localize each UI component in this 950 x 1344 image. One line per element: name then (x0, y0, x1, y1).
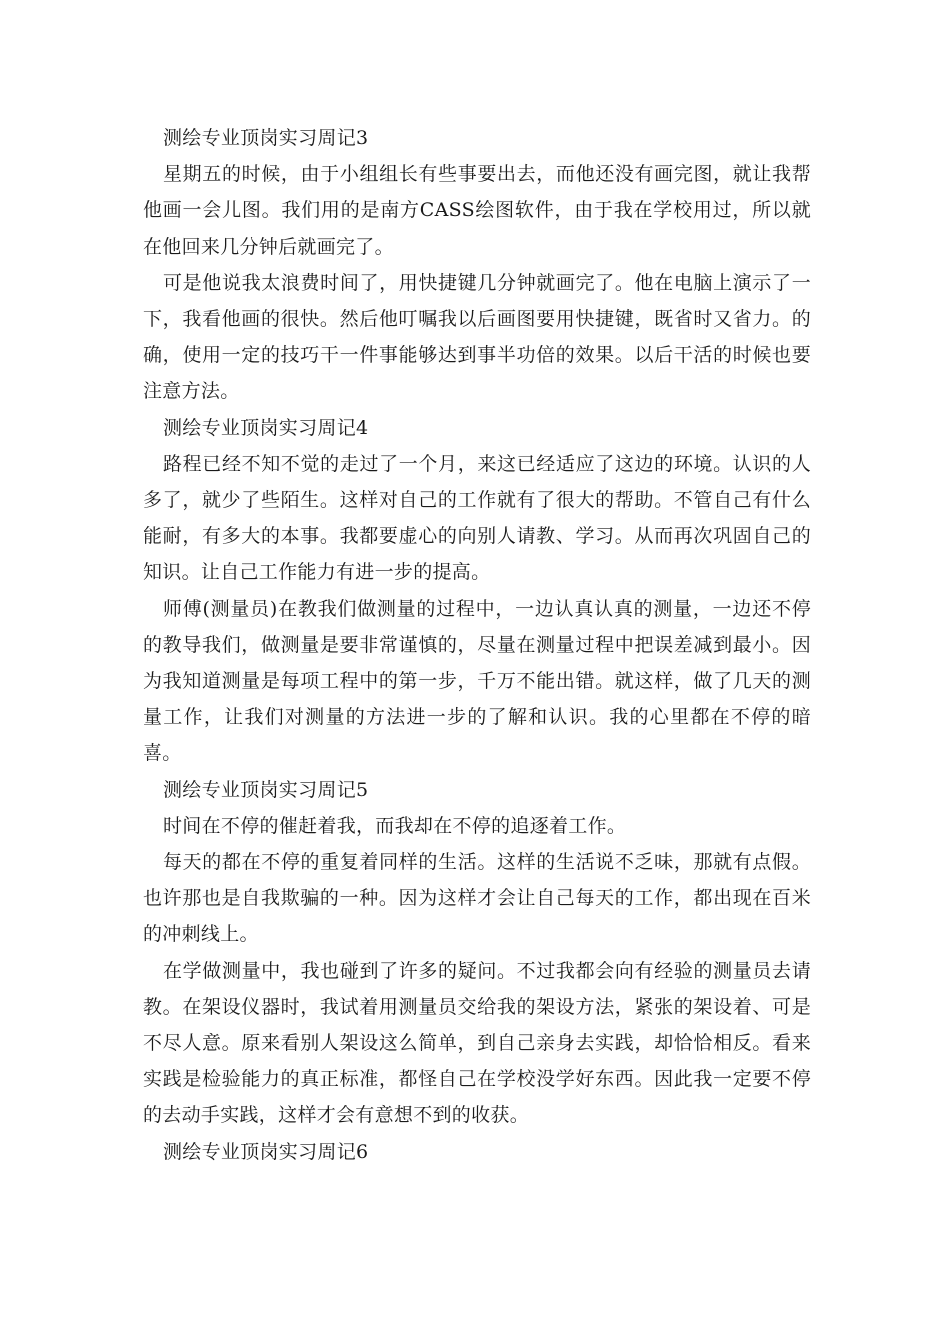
document-body (143, 120, 811, 1170)
section-heading-week5: 测绘专业顶岗实习周记5 (163, 778, 369, 801)
paragraph: 星期五的时候，由于小组组长有些事要出去，而他还没有画完图，就让我帮他画一会儿图。我们用的是南方CASS绘图软件，由于我在学校用过，所以就在他回来几分钟后就画完了。 (143, 163, 811, 258)
paragraph: 路程已经不知不觉的走过了一个月，来这已经适应了这边的环境。认识的人多了，就少了些陌生。这样对自己的工作就有了很大的帮助。不管自己有什么能耐，有多大的本事。我都要虚心的向别人请教、学习。从而再次巩固自己的知识。让自己工作能力有进一步的提高。 (143, 452, 811, 584)
section-heading-week3: 测绘专业顶岗实习周记3 (163, 127, 369, 149)
section-heading-week6: 测绘专业顶岗实习周记6 (163, 1140, 369, 1163)
paragraph: 在学做测量中，我也碰到了许多的疑问。不过我都会向有经验的测量员去请教。在架设仪器时，我试着用测量员交给我的架设方法，紧张的架设着、可是不尽人意。原来看别人架设这么简单，到自己亲身去实践，却恰恰相反。看来实践是检验能力的真正标准，都怪自己在学校没学好东西。因此我一定要不停的去动手实践，这样才会有意想不到的收获。 (143, 959, 811, 1127)
paragraph: 时间在不停的催赶着我，而我却在不停的追逐着工作。 (163, 814, 627, 837)
paragraph: 可是他说我太浪费时间了，用快捷键几分钟就画完了。他在电脑上演示了一下，我看他画的很快。然后他叮嘱我以后画图要用快捷键，既省时又省力。的确，使用一定的技巧干一件事能够达到事半功倍的效果。以后干活的时候也要注意方法。 (143, 271, 811, 403)
section-heading-week4: 测绘专业顶岗实习周记4 (163, 416, 369, 439)
paragraph: 师傅(测量员)在教我们做测量的过程中，一边认真认真的测量，一边还不停的教导我们，做测量是要非常谨慎的，尽量在测量过程中把误差减到最小。因为我知道测量是每项工程中的第一步，千万不能出错。就这样，做了几天的测量工作，让我们对测量的方法进一步的了解和认识。我的心里都在不停的暗喜。 (143, 597, 811, 765)
paragraph: 每天的都在不停的重复着同样的生活。这样的生活说不乏味，那就有点假。也许那也是自我欺骗的一种。因为这样才会让自己每天的工作，都出现在百米的冲刺线上。 (143, 851, 811, 946)
